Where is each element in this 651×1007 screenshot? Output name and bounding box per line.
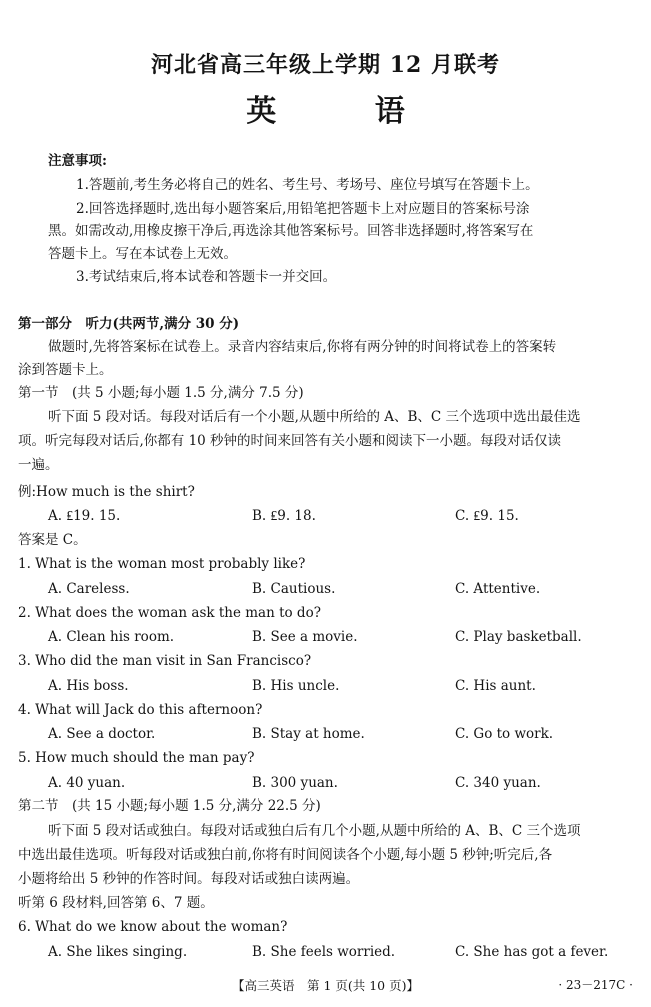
exam-code: · 23－217C · — [558, 978, 633, 992]
option-c: C. Attentive. — [455, 581, 541, 597]
exam-title: 河北省高三年级上学期 12 月联考 — [151, 52, 500, 78]
subject-title: 英 语 — [246, 94, 449, 129]
option-c: C. His aunt. — [455, 678, 536, 694]
example-option-a: A. ₤19. 15. — [48, 508, 121, 524]
section2-intro-line: 小题将给出 5 秒钟的作答时间。每段对话或独白读两遍。 — [18, 871, 360, 887]
section2-intro-line: 听下面 5 段对话或独白。每段对话或独白后有几个小题,从题中所给的 A、B、C 三个选项 — [48, 823, 581, 839]
material-instruction: 听第 6 段材料,回答第 6、7 题。 — [18, 895, 214, 911]
notice-heading: 注意事项: — [48, 153, 107, 169]
option-b: B. See a movie. — [252, 629, 358, 645]
option-c: C. She has got a fever. — [455, 944, 609, 960]
option-b: B. She feels worried. — [252, 944, 396, 960]
section1-intro-line: 听下面 5 段对话。每段对话后有一个小题,从题中所给的 A、B、C 三个选项中选出最佳选 — [48, 409, 581, 425]
option-a: A. See a doctor. — [48, 726, 156, 742]
section2-intro-line: 中选出最佳选项。听每段对话或独白前,你将有时间阅读各个小题,每小题 5 秒钟;听完后,各 — [18, 847, 553, 863]
option-b: B. 300 yuan. — [252, 775, 338, 791]
notice-line: 2.回答选择题时,选出每小题答案后,用铅笔把答题卡上对应题目的答案标号涂 — [76, 201, 530, 217]
example-option-b: B. ₤9. 18. — [252, 508, 316, 524]
question-stem: 6. What do we know about the woman? — [18, 919, 288, 935]
question-stem: 1. What is the woman most probably like? — [18, 556, 306, 572]
option-c: C. Go to work. — [455, 726, 554, 742]
example-option-c: C. ₤9. 15. — [455, 508, 519, 524]
notice-line: 1.答题前,考生务必将自己的姓名、考生号、考场号、座位号填写在答题卡上。 — [76, 177, 539, 193]
option-c: C. Play basketball. — [455, 629, 582, 645]
section1-heading: 第一节 (共 5 小题;每小题 1.5 分,满分 7.5 分) — [18, 385, 304, 401]
page-number-label: 【高三英语 第 1 页(共 10 页)】 — [231, 978, 419, 993]
example-stem: 例:How much is the shirt? — [18, 484, 195, 500]
option-a: A. His boss. — [48, 678, 129, 694]
option-a: A. She likes singing. — [48, 944, 188, 960]
part1-intro-line: 涂到答题卡上。 — [18, 362, 113, 378]
notice-line: 答题卡上。写在本试卷上无效。 — [48, 246, 237, 262]
part1-intro-line: 做题时,先将答案标在试卷上。录音内容结束后,你将有两分钟的时间将试卷上的答案转 — [48, 339, 557, 355]
option-a: A. Clean his room. — [48, 629, 175, 645]
option-b: B. His uncle. — [252, 678, 340, 694]
option-a: A. Careless. — [48, 581, 130, 597]
notice-line: 黑。如需改动,用橡皮擦干净后,再选涂其他答案标号。回答非选择题时,将答案写在 — [48, 223, 534, 239]
question-stem: 2. What does the woman ask the man to do? — [18, 605, 321, 621]
option-a: A. 40 yuan. — [48, 775, 126, 791]
question-stem: 5. How much should the man pay? — [18, 750, 255, 766]
example-answer: 答案是 C。 — [18, 532, 87, 548]
section1-intro-line: 一遍。 — [18, 457, 59, 473]
question-stem: 3. Who did the man visit in San Francisco? — [18, 653, 312, 669]
part1-heading: 第一部分 听力(共两节,满分 30 分) — [18, 316, 240, 332]
option-b: B. Cautious. — [252, 581, 336, 597]
option-b: B. Stay at home. — [252, 726, 365, 742]
section2-heading: 第二节 (共 15 小题;每小题 1.5 分,满分 22.5 分) — [18, 798, 321, 814]
section1-intro-line: 项。听完每段对话后,你都有 10 秒钟的时间来回答有关小题和阅读下一小题。每段对话仅读 — [18, 433, 562, 449]
question-stem: 4. What will Jack do this afternoon? — [18, 702, 263, 718]
option-c: C. 340 yuan. — [455, 775, 541, 791]
notice-line: 3.考试结束后,将本试卷和答题卡一并交回。 — [76, 269, 337, 285]
